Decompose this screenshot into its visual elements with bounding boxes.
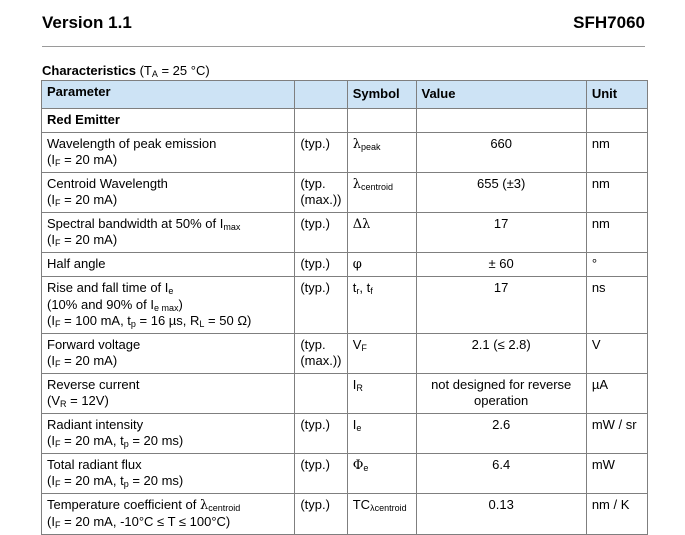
param-cell: Forward voltage ($I_F = 20$ mA) (42, 333, 295, 373)
characteristics-table (41, 80, 648, 535)
table-row (42, 413, 648, 453)
param-cell: Total radiant flux ($I_F = 20$ mA, $t_p = 20$ ms) (42, 453, 295, 493)
mode-cell: (typ.) (295, 252, 347, 277)
unit-cell: V (586, 333, 647, 373)
value-cell: 17 (416, 277, 586, 334)
symbol-cell: φ (347, 252, 416, 277)
symbol-cell: $I_e$ (347, 413, 416, 453)
symbol-cell: $\Phi_e$ (347, 453, 416, 493)
value-cell: 17 (416, 212, 586, 252)
value-cell: 2.6 (416, 413, 586, 453)
unit-cell: nm (586, 132, 647, 172)
param-cell: Temperature coefficient of $\lambda_{centroid}$ ($I_F = 20$ mA, -10°C ≤ T ≤ 100°C) (42, 493, 295, 534)
header-divider (42, 46, 645, 47)
param-cell: Rise and fall time of $I_e$ (10% and 90% of $I_{e max}$) ($I_F = 100$ mA, $t_p = 16$ µs, $R_L = 50$ Ω) (42, 277, 295, 334)
table-row (42, 172, 648, 212)
value-cell: 660 (416, 132, 586, 172)
param-cell: Reverse current $(V_R = 12V)$ (42, 373, 295, 413)
table-caption: Characteristics ($T_A = 25$ °C) (42, 63, 210, 79)
unit-cell: nm (586, 212, 647, 252)
value-cell: 655 (±3) (416, 172, 586, 212)
col-parameter: Parameter (42, 81, 295, 109)
value-cell: 6.4 (416, 453, 586, 493)
mode-cell: (typ. (max.)) (295, 333, 347, 373)
table-row (42, 212, 648, 252)
col-value: Value (416, 81, 586, 109)
value-cell: 0.13 (416, 493, 586, 534)
table-row (42, 252, 648, 277)
param-cell: Wavelength of peak emission ($I_F = 20$ mA) (42, 132, 295, 172)
table-row (42, 132, 648, 172)
group-label: Red Emitter (42, 109, 295, 133)
mode-cell: (typ.) (295, 212, 347, 252)
value-cell: not designed for reverse operation (416, 373, 586, 413)
col-unit: Unit (586, 81, 647, 109)
unit-cell: ns (586, 277, 647, 334)
version-label: Version 1.1 (42, 13, 132, 32)
symbol-cell: Δλ (347, 212, 416, 252)
symbol-cell: $\lambda_{centroid}$ (347, 172, 416, 212)
param-cell: Centroid Wavelength ($I_F = 20$ mA) (42, 172, 295, 212)
part-number: SFH7060 (573, 13, 645, 32)
mode-cell: (typ.) (295, 277, 347, 334)
table-row (42, 333, 648, 373)
unit-cell: ° (586, 252, 647, 277)
param-cell: Spectral bandwidth at 50% of $I_{max}$ ($I_F = 20$ mA) (42, 212, 295, 252)
mode-cell: (typ. (max.)) (295, 172, 347, 212)
mode-cell (295, 373, 347, 413)
symbol-cell: $\lambda_{peak}$ (347, 132, 416, 172)
value-cell: 2.1 (≤ 2.8) (416, 333, 586, 373)
col-mode (295, 81, 347, 109)
mode-cell: (typ.) (295, 453, 347, 493)
table-row (42, 277, 648, 334)
symbol-cell: $V_F$ (347, 333, 416, 373)
table-header-row (42, 81, 648, 109)
table-row (42, 373, 648, 413)
value-cell: ± 60 (416, 252, 586, 277)
symbol-cell: $I_R$ (347, 373, 416, 413)
unit-cell: µA (586, 373, 647, 413)
symbol-cell: $t_r$, $t_f$ (347, 277, 416, 334)
symbol-cell: $TC_{\lambda centroid}$ (347, 493, 416, 534)
param-cell: Half angle (42, 252, 295, 277)
mode-cell: (typ.) (295, 413, 347, 453)
mode-cell: (typ.) (295, 132, 347, 172)
table-row (42, 493, 648, 534)
unit-cell: mW / sr (586, 413, 647, 453)
table-row (42, 453, 648, 493)
unit-cell: nm / K (586, 493, 647, 534)
unit-cell: mW (586, 453, 647, 493)
group-row (42, 109, 648, 133)
param-cell: Radiant intensity ($I_F = 20$ mA, $t_p = 20$ ms) (42, 413, 295, 453)
caption-title: Characteristics (42, 63, 136, 78)
col-symbol: Symbol (347, 81, 416, 109)
unit-cell: nm (586, 172, 647, 212)
mode-cell: (typ.) (295, 493, 347, 534)
